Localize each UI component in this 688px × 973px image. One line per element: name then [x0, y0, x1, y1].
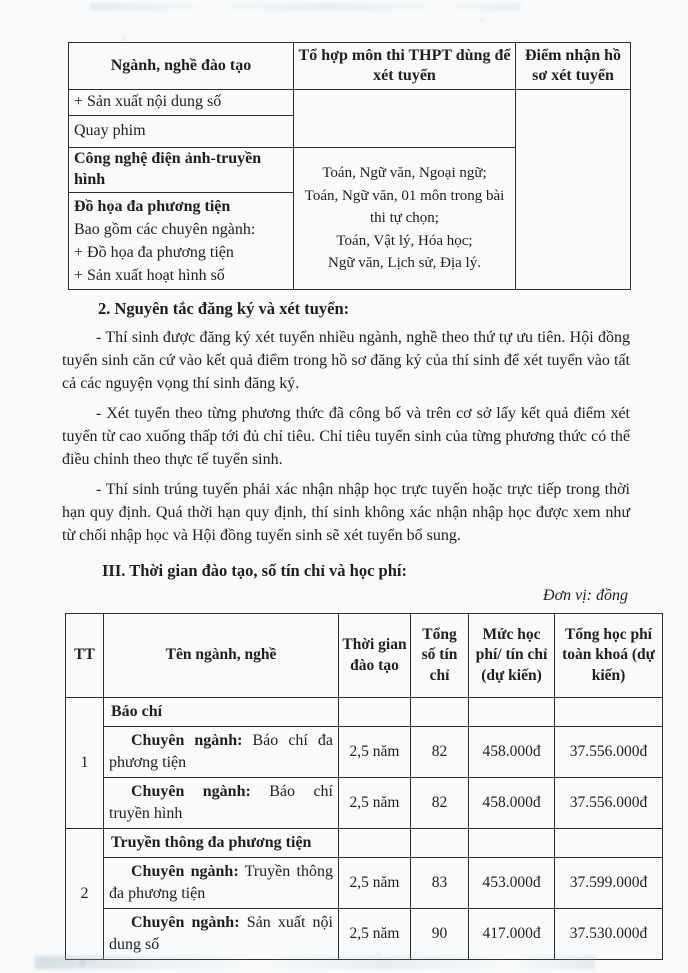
total-fee-cell: 37.530.000đ	[555, 909, 663, 960]
specialization-cell	[104, 778, 339, 829]
combos-empty-cell	[294, 90, 516, 148]
major-cell: Công nghệ điện ảnh-truyền hình	[69, 148, 294, 193]
specialization-cell	[104, 909, 339, 960]
specialization-name: Báo chí đa phương tiện	[109, 732, 334, 771]
col-header-combos: Tổ hợp môn thi THPT dùng để xét tuyển	[294, 43, 516, 90]
col-header-duration: Thời gian đào tạo	[339, 614, 411, 698]
col-header-tt: TT	[66, 614, 104, 698]
empty-cell	[555, 698, 663, 727]
empty-cell	[339, 698, 411, 727]
major-item: + Sản xuất hoạt hình số	[74, 267, 225, 285]
specialization-row	[66, 858, 663, 909]
specialization-name: Sản xuất nội dung số	[109, 914, 333, 953]
major-item: + Đồ họa đa phương tiện	[74, 244, 234, 261]
currency-unit-note: Đơn vị: đồng	[543, 587, 628, 604]
major-cell	[69, 193, 294, 290]
total-fee-cell: 37.556.000đ	[555, 727, 663, 778]
paragraph: - Xét tuyển theo từng phương thức đã công bố và trên cơ sở lấy kết quả điểm xét tuyển từ cao xuống thấp tới đủ chỉ tiêu. Chỉ tiêu tuyển sinh của từng phương thức có thể điều chỉnh theo thực tế tuyển sinh.	[62, 405, 630, 468]
combos-cell	[294, 148, 516, 290]
credits-cell: 83	[411, 858, 469, 909]
combo-line: Toán, Ngữ văn, 01 môn trong bài thi tự chọn;	[304, 187, 505, 227]
major-name-cell: Truyền thông đa phương tiện	[104, 829, 339, 858]
col-header-total-fee: Tổng học phí toàn khoá (dự kiến)	[555, 614, 663, 698]
major-cell: Quay phim	[69, 116, 294, 148]
col-header-name: Tên ngành, nghề	[104, 614, 339, 698]
major-cell: + Sản xuất nội dung số	[69, 90, 294, 116]
major-name-cell: Báo chí	[104, 698, 339, 727]
paragraph: - Thí sinh trúng tuyển phải xác nhận nhập học trực tuyến hoặc trực tiếp trong thời hạn quy định. Quá thời hạn quy định, thí sinh không xác nhận nhập học được xem như từ chối nhập học và Hội đồng tuyển sinh sẽ xét tuyển bổ sung.	[62, 481, 630, 544]
major-group-row	[66, 829, 663, 858]
major-group-row	[66, 698, 663, 727]
col-header-major: Ngành, nghề đào tạo	[69, 43, 294, 90]
specialization-name: Truyền thông đa phương tiện	[109, 863, 334, 902]
table-row	[69, 90, 631, 116]
col-header-fee-per-credit: Mức học phí/ tín chỉ (dự kiến)	[469, 614, 555, 698]
fee-per-credit-cell: 453.000đ	[469, 858, 555, 909]
tt-cell: 1	[66, 698, 104, 829]
duration-cell: 2,5 năm	[339, 909, 411, 960]
paragraph: - Thí sinh được đăng ký xét tuyển nhiều ngành, nghề theo thứ tự ưu tiên. Hội đồng tuyển sinh căn cứ vào kết quả điểm trong hồ sơ đăng ký của thí sinh để xét tuyển vào tất cả các nguyện vọng thí sinh đăng ký.	[62, 329, 630, 392]
duration-cell: 2,5 năm	[339, 778, 411, 829]
col-header-score: Điểm nhận hồ sơ xét tuyển	[516, 43, 631, 90]
combo-line: Toán, Vật lý, Hóa học;	[336, 232, 473, 249]
tt-cell: 2	[66, 829, 104, 960]
specialization-row	[66, 727, 663, 778]
specialization-label: Chuyên ngành:	[131, 863, 239, 881]
scan-artifact	[90, 3, 520, 10]
combo-line: Ngữ văn, Lịch sử, Địa lý.	[328, 255, 481, 272]
empty-cell	[339, 829, 411, 858]
major-subtitle: Bao gồm các chuyên ngành:	[74, 220, 256, 238]
table-header-row	[69, 43, 631, 90]
combo-line: Toán, Ngữ văn, Ngoại ngữ;	[322, 165, 487, 182]
empty-cell	[469, 829, 555, 858]
credits-cell: 82	[411, 727, 469, 778]
table-header-row	[66, 614, 663, 698]
fee-per-credit-cell: 458.000đ	[469, 778, 555, 829]
duration-cell: 2,5 năm	[339, 858, 411, 909]
score-empty-cell	[516, 90, 631, 290]
empty-cell	[411, 829, 469, 858]
credits-cell: 90	[411, 909, 469, 960]
total-fee-cell: 37.556.000đ	[555, 778, 663, 829]
major-title: Đồ họa đa phương tiện	[74, 197, 231, 215]
specialization-cell	[104, 727, 339, 778]
section-3-heading: III. Thời gian đào tạo, số tín chỉ và học phí:	[102, 561, 407, 580]
specialization-label: Chuyên ngành:	[131, 914, 240, 932]
specialization-label: Chuyên ngành:	[131, 732, 243, 750]
exam-combination-table	[68, 42, 631, 290]
col-header-credits: Tổng số tín chỉ	[411, 614, 469, 698]
credits-cell: 82	[411, 778, 469, 829]
specialization-name: Báo chí truyền hình	[109, 783, 333, 822]
empty-cell	[469, 698, 555, 727]
tuition-table	[65, 613, 663, 960]
fee-per-credit-cell: 417.000đ	[469, 909, 555, 960]
fee-per-credit-cell: 458.000đ	[469, 727, 555, 778]
specialization-row	[66, 778, 663, 829]
section-2-heading: 2. Nguyên tắc đăng ký và xét tuyển:	[98, 299, 350, 318]
duration-cell: 2,5 năm	[339, 727, 411, 778]
specialization-row	[66, 909, 663, 960]
specialization-cell	[104, 858, 339, 909]
specialization-label: Chuyên ngành:	[131, 783, 251, 801]
empty-cell	[555, 829, 663, 858]
empty-cell	[411, 698, 469, 727]
total-fee-cell: 37.599.000đ	[555, 858, 663, 909]
